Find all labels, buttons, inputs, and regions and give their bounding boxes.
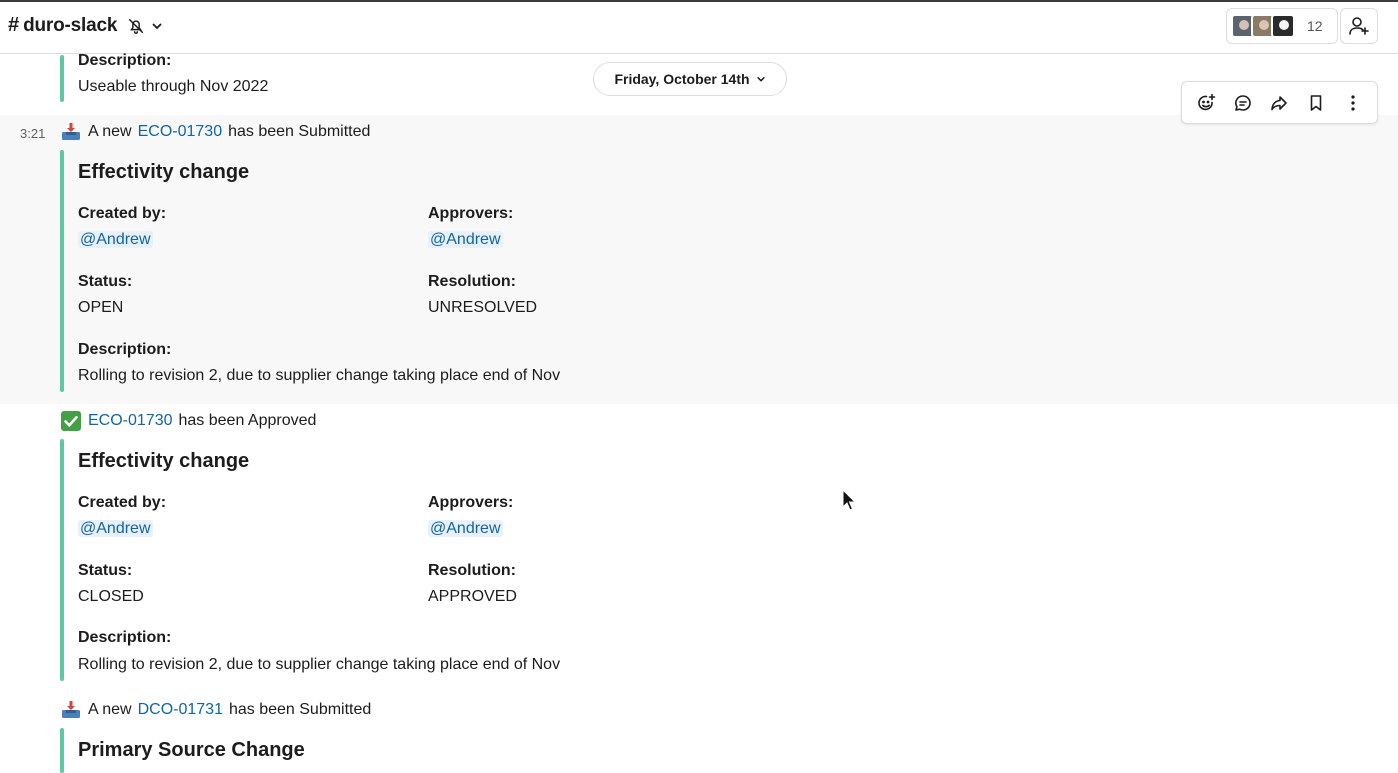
resolution-label: Resolution: (428, 273, 516, 290)
message-actions-toolbar (1181, 81, 1378, 124)
member-count: 12 (1307, 18, 1323, 34)
bookmark-icon (1306, 93, 1326, 113)
created-by-mention[interactable]: @Andrew (80, 231, 151, 248)
inbox-tray-icon (60, 699, 82, 721)
add-user-icon (1348, 15, 1370, 37)
attachment-accent-bar (60, 728, 64, 773)
prev-description-value: Useable through Nov 2022 (78, 78, 269, 95)
message-prefix: A new (88, 123, 132, 140)
save-message-button[interactable] (1302, 89, 1330, 117)
description-label: Description: (78, 629, 172, 646)
check-mark-icon (60, 410, 82, 432)
eco-link[interactable]: ECO-01730 (137, 123, 223, 140)
reply-in-thread-button[interactable] (1229, 89, 1257, 117)
status-value: OPEN (78, 299, 124, 316)
created-by-mention[interactable]: @Andrew (80, 520, 151, 537)
dco-link[interactable]: DCO-01731 (137, 701, 223, 718)
members-button[interactable] (1226, 8, 1338, 44)
add-reaction-icon (1196, 93, 1216, 113)
created-by-label: Created by: (78, 494, 167, 511)
attachment-title: Effectivity change (78, 450, 250, 472)
more-actions-button[interactable] (1339, 89, 1367, 117)
more-actions-icon (1343, 93, 1363, 113)
message-hover-highlight (0, 115, 1398, 404)
date-divider-button[interactable] (593, 62, 787, 96)
mute-bell-icon (127, 17, 145, 35)
attachment-accent-bar (60, 439, 64, 681)
chevron-down-icon (151, 20, 163, 32)
add-reaction-button[interactable] (1192, 89, 1220, 117)
resolution-label: Resolution: (428, 562, 516, 579)
date-divider-label: Friday, October 14th (614, 71, 750, 87)
attachment-accent-bar (60, 55, 64, 102)
prev-description-label: Description: (78, 52, 172, 69)
channel-name: duro-slack (23, 14, 118, 36)
share-message-button[interactable] (1265, 89, 1293, 117)
message-timestamp[interactable]: 3:21 (20, 126, 46, 141)
reply-thread-icon (1233, 93, 1253, 113)
status-value: CLOSED (78, 588, 144, 605)
resolution-value: UNRESOLVED (428, 299, 538, 316)
description-value: Rolling to revision 2, due to supplier change taking place end of Nov (78, 367, 561, 384)
approvers-label: Approvers: (428, 494, 514, 511)
channel-title-button[interactable] (8, 14, 163, 37)
channel-hash: # (8, 14, 20, 36)
status-label: Status: (78, 273, 133, 290)
approvers-mention[interactable]: @Andrew (430, 231, 501, 248)
attachment-title: Primary Source Change (78, 739, 305, 761)
approvers-mention[interactable]: @Andrew (430, 520, 501, 537)
message-header-line (60, 699, 371, 721)
description-value: Rolling to revision 2, due to supplier change taking place end of Nov (78, 656, 561, 673)
message-prefix: A new (88, 701, 132, 718)
message-header-line (60, 121, 370, 143)
approvers-label: Approvers: (428, 205, 514, 222)
chevron-down-icon (756, 74, 766, 84)
resolution-value: APPROVED (428, 588, 517, 605)
add-people-button[interactable] (1340, 8, 1378, 44)
attachment-title: Effectivity change (78, 161, 250, 183)
avatar (1271, 14, 1295, 38)
mouse-pointer-icon (842, 489, 856, 511)
eco-link[interactable]: ECO-01730 (88, 412, 173, 429)
created-by-label: Created by: (78, 205, 167, 222)
message-suffix: has been Approved (178, 412, 317, 429)
inbox-tray-icon (60, 121, 82, 143)
status-label: Status: (78, 562, 133, 579)
message-suffix: has been Submitted (228, 123, 371, 140)
channel-header (0, 2, 1398, 54)
description-label: Description: (78, 341, 172, 358)
forward-icon (1269, 93, 1289, 113)
message-header-line (60, 410, 316, 432)
message-suffix: has been Submitted (228, 701, 372, 718)
attachment-accent-bar (60, 150, 64, 392)
